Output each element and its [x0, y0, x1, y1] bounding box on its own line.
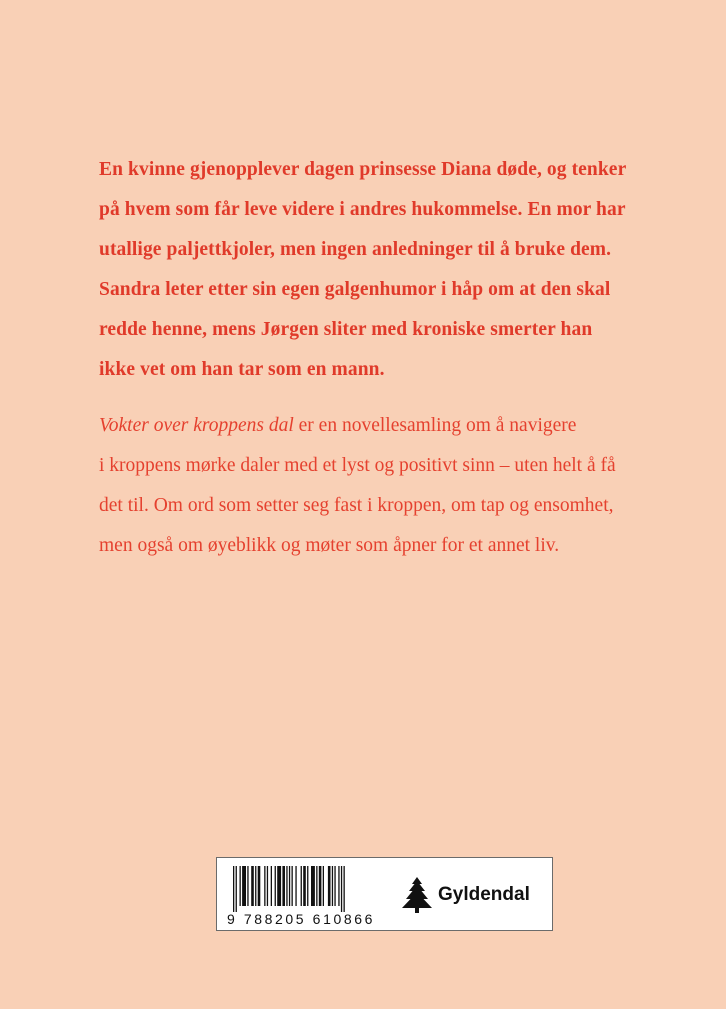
- body-line: det til. Om ord som setter seg fast i kroppen, om tap og ensomhet,: [99, 495, 614, 516]
- barcode-bar: [282, 866, 285, 906]
- barcode-panel: [216, 857, 553, 931]
- blurb-body-paragraph: [99, 406, 699, 566]
- lead-line: Sandra leter etter sin egen galgenhumor i håp om at den skal: [99, 279, 611, 300]
- lead-line: ikke vet om han tar som en mann.: [99, 359, 385, 380]
- barcode-bar: [289, 866, 290, 906]
- barcode-bar: [255, 866, 256, 906]
- blurb-lead-paragraph: [99, 150, 699, 390]
- barcode-bar: [311, 866, 315, 906]
- barcode-bar: [258, 866, 261, 906]
- barcode-bar: [275, 866, 276, 906]
- barcode-bar: [264, 866, 265, 906]
- body-line: men også om øyeblikk og møter som åpner for et annet liv.: [99, 535, 560, 556]
- barcode-bar: [251, 866, 254, 906]
- barcode-bar: [332, 866, 333, 906]
- barcode-bar: [286, 866, 287, 906]
- barcode-bar: [344, 866, 345, 912]
- barcode-bar: [240, 866, 241, 906]
- barcode-bar: [277, 866, 281, 906]
- lead-line: redde henne, mens Jørgen sliter med kroniske smerter han: [99, 319, 593, 340]
- barcode-bar: [242, 866, 246, 906]
- body-line: i kroppens mørke daler med et lyst og positivt sinn – uten helt å få: [99, 455, 616, 476]
- barcode-bar: [303, 866, 306, 906]
- barcode-bar: [316, 866, 317, 906]
- barcode-bar: [334, 866, 335, 906]
- barcode-bar: [341, 866, 342, 912]
- barcode-bar: [236, 866, 237, 912]
- book-title: Vokter over kroppens dal: [99, 415, 294, 436]
- barcode-icon: [231, 866, 391, 912]
- barcode-bar: [319, 866, 322, 906]
- publisher-name: Gyldendal: [438, 884, 530, 905]
- back-cover-blurb: [99, 150, 699, 566]
- isbn-number: 9 788205 610866: [227, 911, 375, 927]
- barcode-bar: [328, 866, 331, 906]
- lead-line: utallige paljettkjoler, men ingen anledninger til å bruke dem.: [99, 239, 612, 260]
- barcode-bar: [292, 866, 293, 906]
- barcode-bar: [247, 866, 248, 906]
- barcode-bar: [271, 866, 272, 906]
- barcode-bar: [233, 866, 234, 912]
- barcode-bar: [301, 866, 302, 906]
- publisher-logo: [401, 876, 530, 914]
- lead-line: på hvem som får leve videre i andres hukommelse. En mor har: [99, 199, 626, 220]
- lead-line: En kvinne gjenopplever dagen prinsesse Diana døde, og tenker: [99, 159, 627, 180]
- barcode-bar: [295, 866, 296, 906]
- barcode-bar: [307, 866, 308, 906]
- fir-tree-icon: [401, 876, 433, 914]
- barcode-bar: [267, 866, 268, 906]
- body-line: er en novellesamling om å navigere: [293, 415, 577, 436]
- barcode-bar: [323, 866, 324, 906]
- barcode-bar: [338, 866, 339, 906]
